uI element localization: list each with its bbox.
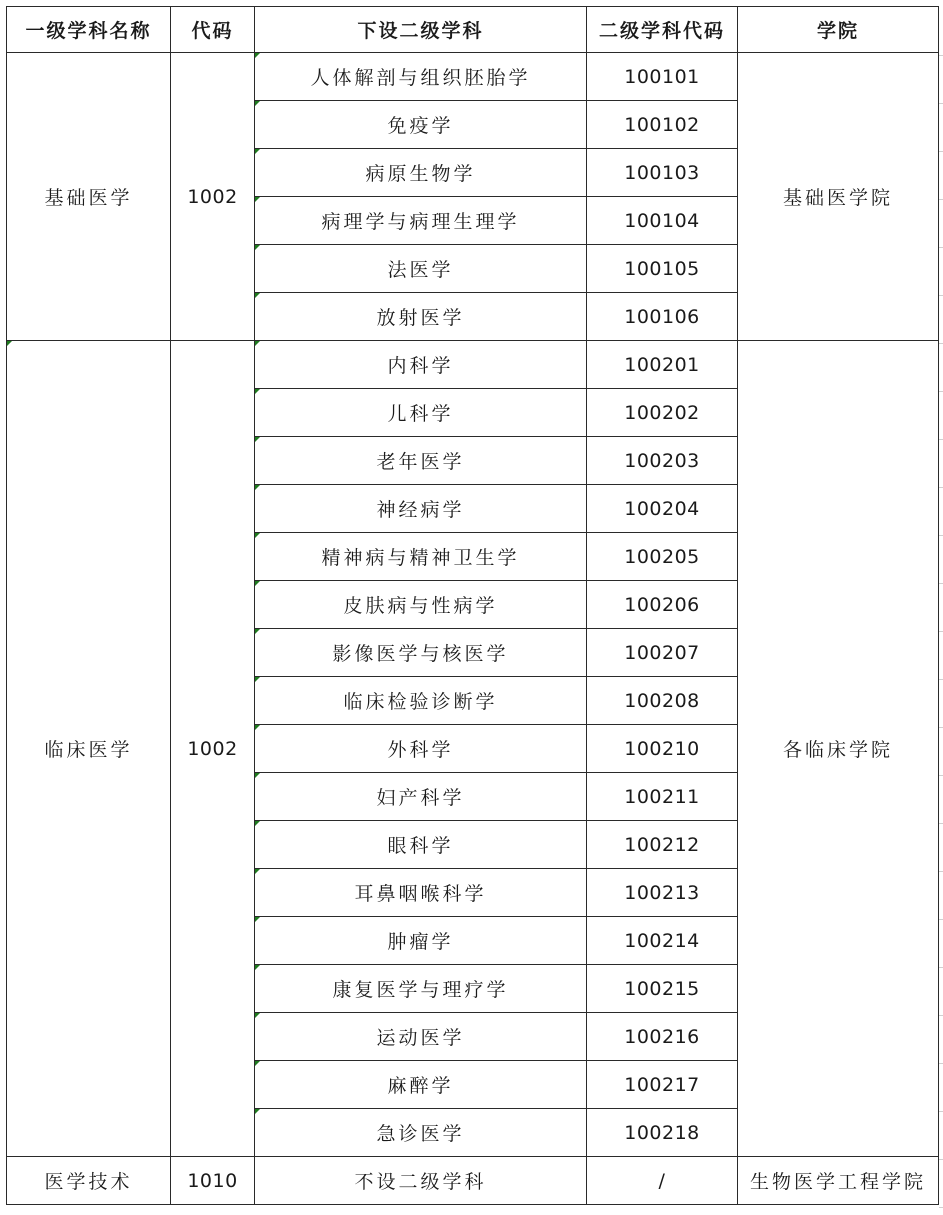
- grid-stub: [939, 967, 943, 968]
- sub-discipline-code-cell: 100105: [587, 245, 738, 293]
- college-cell: 生物医学工程学院: [738, 1157, 939, 1205]
- sub-discipline-code-cell: 100210: [587, 725, 738, 773]
- table-row: [7, 341, 939, 389]
- sub-discipline-code-cell: 100215: [587, 965, 738, 1013]
- header-code: 代码: [171, 7, 255, 53]
- header-sub: 下设二级学科: [255, 7, 587, 53]
- header-college: 学院: [738, 7, 939, 53]
- discipline-code-cell: 1010: [171, 1157, 255, 1205]
- sub-discipline-cell: 放射医学: [255, 293, 587, 341]
- sub-discipline-cell: 免疫学: [255, 101, 587, 149]
- sub-discipline-code-cell: 100212: [587, 821, 738, 869]
- grid-stub: [939, 631, 943, 632]
- sub-discipline-code-cell: 100106: [587, 293, 738, 341]
- sub-discipline-code-cell: 100208: [587, 677, 738, 725]
- grid-stub: [939, 871, 943, 872]
- grid-stub: [939, 919, 943, 920]
- grid-stub: [939, 439, 943, 440]
- sub-discipline-cell: 耳鼻咽喉科学: [255, 869, 587, 917]
- header-discipline: 一级学科名称: [7, 7, 171, 53]
- sub-discipline-cell: 运动医学: [255, 1013, 587, 1061]
- sub-discipline-cell: 精神病与精神卫生学: [255, 533, 587, 581]
- sub-discipline-code-cell: /: [587, 1157, 738, 1205]
- sub-discipline-cell: 神经病学: [255, 485, 587, 533]
- sub-discipline-cell: 人体解剖与组织胚胎学: [255, 53, 587, 101]
- sub-discipline-cell: 不设二级学科: [255, 1157, 587, 1205]
- sub-discipline-cell: 外科学: [255, 725, 587, 773]
- grid-stub: [939, 679, 943, 680]
- discipline-code-cell: 1002: [171, 341, 255, 1157]
- sub-discipline-cell: 病原生物学: [255, 149, 587, 197]
- college-cell: 各临床学院: [738, 341, 939, 1157]
- sub-discipline-cell: 皮肤病与性病学: [255, 581, 587, 629]
- header-sub-code: 二级学科代码: [587, 7, 738, 53]
- sub-discipline-cell: 眼科学: [255, 821, 587, 869]
- sub-discipline-code-cell: 100201: [587, 341, 738, 389]
- discipline-code-cell: 1002: [171, 53, 255, 341]
- sub-discipline-code-cell: 100203: [587, 437, 738, 485]
- grid-stub: [939, 391, 943, 392]
- sub-discipline-code-cell: 100214: [587, 917, 738, 965]
- sub-discipline-code-cell: 100101: [587, 53, 738, 101]
- sub-discipline-cell: 急诊医学: [255, 1109, 587, 1157]
- sub-discipline-code-cell: 100216: [587, 1013, 738, 1061]
- sub-discipline-code-cell: 100204: [587, 485, 738, 533]
- grid-stub: [939, 583, 943, 584]
- sub-discipline-cell: 影像医学与核医学: [255, 629, 587, 677]
- sub-discipline-code-cell: 100205: [587, 533, 738, 581]
- grid-stub: [939, 775, 943, 776]
- sub-discipline-code-cell: 100103: [587, 149, 738, 197]
- grid-stub: [939, 103, 943, 104]
- sub-discipline-code-cell: 100218: [587, 1109, 738, 1157]
- sub-discipline-code-cell: 100213: [587, 869, 738, 917]
- grid-stub: [939, 1063, 943, 1064]
- discipline-name-cell: 临床医学: [7, 341, 171, 1157]
- header-row: [7, 7, 939, 53]
- college-cell: 基础医学院: [738, 53, 939, 341]
- sub-discipline-cell: 临床检验诊断学: [255, 677, 587, 725]
- discipline-table: [6, 6, 939, 1205]
- sub-discipline-cell: 康复医学与理疗学: [255, 965, 587, 1013]
- sub-discipline-cell: 儿科学: [255, 389, 587, 437]
- sub-discipline-cell: 麻醉学: [255, 1061, 587, 1109]
- sub-discipline-code-cell: 100207: [587, 629, 738, 677]
- grid-stub: [939, 247, 943, 248]
- grid-stub: [939, 1159, 943, 1160]
- sub-discipline-cell: 妇产科学: [255, 773, 587, 821]
- sub-discipline-code-cell: 100211: [587, 773, 738, 821]
- grid-stub: [939, 151, 943, 152]
- table-row: [7, 53, 939, 101]
- table-body: [7, 7, 939, 1205]
- discipline-name-cell: 医学技术: [7, 1157, 171, 1205]
- sub-discipline-cell: 病理学与病理生理学: [255, 197, 587, 245]
- grid-stub: [939, 535, 943, 536]
- grid-stub: [939, 343, 943, 344]
- sub-discipline-code-cell: 100102: [587, 101, 738, 149]
- sub-discipline-cell: 内科学: [255, 341, 587, 389]
- sub-discipline-code-cell: 100217: [587, 1061, 738, 1109]
- grid-stub: [939, 295, 943, 296]
- grid-stub: [939, 823, 943, 824]
- grid-stub: [939, 1207, 943, 1208]
- sub-discipline-cell: 老年医学: [255, 437, 587, 485]
- sub-discipline-cell: 肿瘤学: [255, 917, 587, 965]
- sub-discipline-code-cell: 100206: [587, 581, 738, 629]
- sub-discipline-code-cell: 100202: [587, 389, 738, 437]
- sub-discipline-code-cell: 100104: [587, 197, 738, 245]
- discipline-name-cell: 基础医学: [7, 53, 171, 341]
- grid-stub: [939, 487, 943, 488]
- grid-stub: [939, 1015, 943, 1016]
- sheet-grid-stubs: [939, 0, 943, 1215]
- grid-stub: [939, 199, 943, 200]
- grid-stub: [939, 1111, 943, 1112]
- grid-stub: [939, 55, 943, 56]
- grid-stub: [939, 727, 943, 728]
- table-row: [7, 1157, 939, 1205]
- sub-discipline-cell: 法医学: [255, 245, 587, 293]
